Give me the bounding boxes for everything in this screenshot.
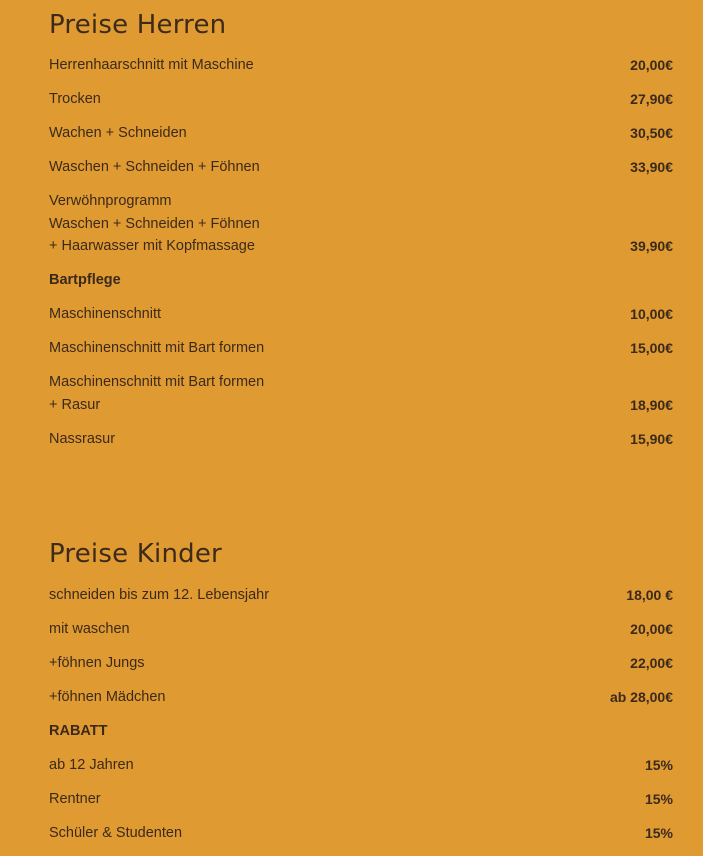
service-name: Herrenhaarschnitt mit Maschine — [49, 57, 254, 73]
service-name: Verwöhnprogramm Waschen + Schneiden + Föhnen + Haarwasser mit Kopfmassage — [49, 193, 260, 254]
service-name: +föhnen Jungs — [49, 655, 145, 671]
service-price: ab 28,00€ — [609, 689, 673, 705]
service-name: Trocken — [49, 91, 101, 107]
price-row — [49, 54, 673, 77]
service-name: Maschinenschnitt mit Bart formen — [49, 340, 265, 356]
section-title-children: Preise Kinder — [49, 539, 222, 569]
price-row — [49, 190, 673, 258]
service-name: Rentner — [49, 791, 101, 807]
service-price: 15,00€ — [630, 340, 673, 356]
service-price: 15,90€ — [630, 430, 673, 447]
category-heading-beard-care — [49, 269, 673, 292]
section-prices-children — [49, 541, 673, 856]
service-price: 18,90€ — [630, 396, 673, 413]
category-heading-label: Bartpflege — [49, 272, 121, 288]
category-heading-label: RABATT — [49, 723, 108, 739]
service-price: 15% — [644, 757, 673, 773]
service-price: 20,00€ — [630, 621, 673, 637]
service-name: schneiden bis zum 12. Lebensjahr — [49, 587, 270, 603]
price-row — [49, 822, 673, 845]
service-name: Maschinenschnitt mit Bart formen + Rasur — [49, 374, 265, 413]
service-name: ab 12 Jahren — [49, 757, 134, 773]
section-title-men: Preise Herren — [49, 10, 227, 40]
service-name: Schüler & Studenten — [49, 825, 183, 841]
price-row — [49, 88, 673, 111]
service-price: 22,00€ — [630, 655, 673, 671]
service-name: Wachen + Schneiden — [49, 125, 187, 141]
service-name: Waschen + Schneiden + Föhnen — [49, 159, 260, 175]
service-price: 39,90€ — [630, 238, 673, 254]
price-row — [49, 788, 673, 811]
service-price: 15% — [644, 825, 673, 841]
price-row — [49, 754, 673, 777]
category-heading-discount — [49, 720, 673, 743]
service-price: 15% — [644, 791, 673, 807]
price-row — [49, 371, 673, 416]
price-row — [49, 156, 673, 179]
service-price: 27,90€ — [630, 91, 673, 107]
price-row — [49, 584, 673, 607]
service-price: 30,50€ — [630, 125, 673, 141]
service-price: 33,90€ — [630, 159, 673, 175]
price-row — [49, 652, 673, 675]
section-prices-men — [49, 0, 673, 450]
price-list-men — [49, 54, 673, 450]
price-row — [49, 686, 673, 709]
service-name: Nassrasur — [49, 430, 116, 447]
service-price: 18,00 € — [626, 587, 673, 603]
service-price: 10,00€ — [630, 306, 673, 322]
price-row — [49, 122, 673, 145]
price-row — [49, 618, 673, 641]
price-list-children — [49, 584, 673, 845]
price-row — [49, 337, 673, 360]
price-row — [49, 303, 673, 326]
service-name: mit waschen — [49, 621, 130, 637]
service-name: Maschinenschnitt — [49, 306, 162, 322]
service-name: +föhnen Mädchen — [49, 689, 166, 705]
price-row — [49, 428, 673, 451]
service-price: 20,00€ — [630, 57, 673, 73]
